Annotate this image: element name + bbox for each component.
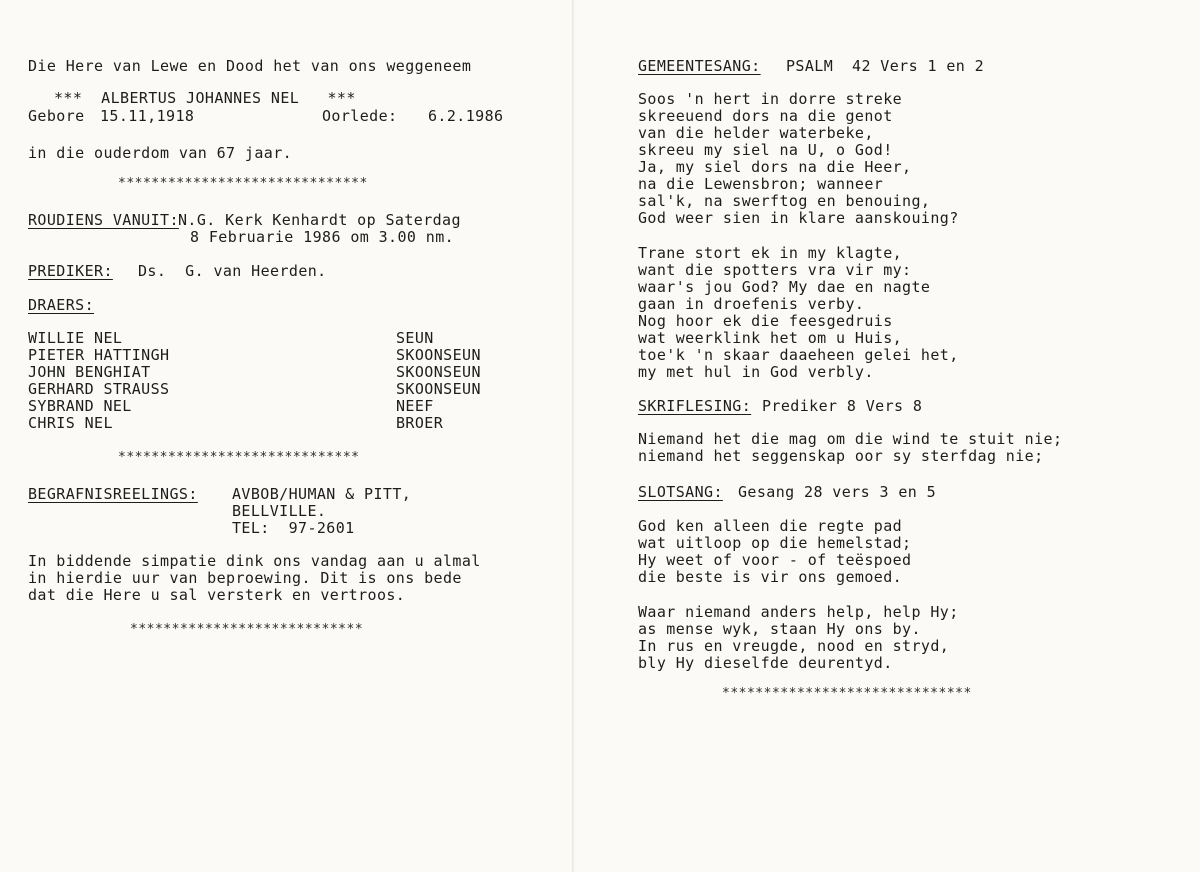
hymn1-ref: PSALM 42 Vers 1 en 2 (786, 57, 985, 75)
verse-line: God weer sien in klare aanskouing? (638, 209, 959, 227)
verse-line: na die Lewensbron; wanneer (638, 175, 884, 193)
verse-line: skreeu my siel na U, o God! (638, 141, 893, 159)
service-line-1: N.G. Kerk Kenhardt op Saterdag (178, 211, 461, 229)
verse-line: van die helder waterbeke, (638, 124, 874, 142)
bearer-relation: SKOONSEUN (396, 346, 481, 364)
verse-line: die beste is vir ons gemoed. (638, 568, 903, 586)
stars-divider-3: **************************** (130, 622, 364, 637)
bearer-relation: NEEF (396, 397, 434, 415)
hymn2-ref: Gesang 28 vers 3 en 5 (738, 483, 937, 501)
verse-line: Nog hoor ek die feesgedruis (638, 312, 893, 330)
verse-line: Soos 'n hert in dorre streke (638, 90, 903, 108)
bearer-relation: SKOONSEUN (396, 380, 481, 398)
bearer-name: JOHN BENGHIAT (28, 363, 151, 381)
bearer-name: WILLIE NEL (28, 329, 123, 347)
funeral-line-2: BELLVILLE. (232, 502, 327, 520)
born-label: Gebore (28, 107, 85, 125)
reading-label: SKRIFLESING: (638, 397, 752, 415)
stars-divider-2: ***************************** (118, 450, 360, 465)
bearer-name: SYBRAND NEL (28, 397, 132, 415)
died-label: Oorlede: (322, 107, 398, 125)
verse-line: Ja, my siel dors na die Heer, (638, 158, 912, 176)
hymn2-label: SLOTSANG: (638, 483, 723, 501)
verse-line: toe'k 'n skaar daaeheen gelei het, (638, 346, 959, 364)
verse-line: gaan in droefenis verby. (638, 295, 865, 313)
bearer-relation: SKOONSEUN (396, 363, 481, 381)
died-date: 6.2.1986 (428, 107, 504, 125)
page-fold (572, 0, 574, 872)
funeral-label: BEGRAFNISREELINGS: (28, 485, 198, 503)
verse-line: God ken alleen die regte pad (638, 517, 903, 535)
reading-ref: Prediker 8 Vers 8 (762, 397, 923, 415)
deceased-name: *** ALBERTUS JOHANNES NEL *** (54, 89, 356, 107)
verse-line: skreeuend dors na die genot (638, 107, 893, 125)
verse-line: sal'k, na swerftog en benouing, (638, 192, 931, 210)
reading-line: niemand het seggenskap oor sy sterfdag nie; (638, 447, 1044, 465)
reading-line: Niemand het die mag om die wind te stuit nie; (638, 430, 1063, 448)
verse-line: wat weerklink het om u Huis, (638, 329, 903, 347)
sympathy-line: In biddende simpatie dink ons vandag aan u almal (28, 552, 481, 570)
preacher-name: Ds. G. van Heerden. (138, 262, 327, 280)
service-line-2: 8 Februarie 1986 om 3.00 nm. (190, 228, 455, 246)
sympathy-line: dat die Here u sal versterk en vertroos. (28, 586, 406, 604)
bearer-name: GERHARD STRAUSS (28, 380, 170, 398)
bearers-label: DRAERS: (28, 296, 95, 314)
bearer-relation: BROER (396, 414, 444, 432)
born-date: 15.11,1918 (100, 107, 195, 125)
verse-line: want die spotters vra vir my: (638, 261, 912, 279)
bearer-name: PIETER HATTINGH (28, 346, 170, 364)
hymn1-label: GEMEENTESANG: (638, 57, 761, 75)
bearer-name: CHRIS NEL (28, 414, 113, 432)
sympathy-line: in hierdie uur van beproewing. Dit is ons bede (28, 569, 462, 587)
verse-line: bly Hy dieselfde deurentyd. (638, 654, 893, 672)
funeral-phone: TEL: 97-2601 (232, 519, 355, 537)
preacher-label: PREDIKER: (28, 262, 113, 280)
verse-line: as mense wyk, staan Hy ons by. (638, 620, 921, 638)
service-label: ROUDIENS VANUIT: (28, 211, 179, 229)
stars-divider-4: ****************************** (722, 686, 972, 701)
verse-line: waar's jou God? My dae en nagte (638, 278, 931, 296)
age-line: in die ouderdom van 67 jaar. (28, 144, 293, 162)
verse-line: Hy weet of voor - of teëspoed (638, 551, 912, 569)
verse-line: In rus en vreugde, nood en stryd, (638, 637, 950, 655)
verse-line: Waar niemand anders help, help Hy; (638, 603, 959, 621)
verse-line: my met hul in God verbly. (638, 363, 874, 381)
bearer-relation: SEUN (396, 329, 434, 347)
verse-line: Trane stort ek in my klagte, (638, 244, 903, 262)
intro-line: Die Here van Lewe en Dood het van ons weggeneem (28, 57, 472, 75)
stars-divider-1: ****************************** (118, 176, 368, 191)
funeral-line-1: AVBOB/HUMAN & PITT, (232, 485, 412, 503)
verse-line: wat uitloop op die hemelstad; (638, 534, 912, 552)
